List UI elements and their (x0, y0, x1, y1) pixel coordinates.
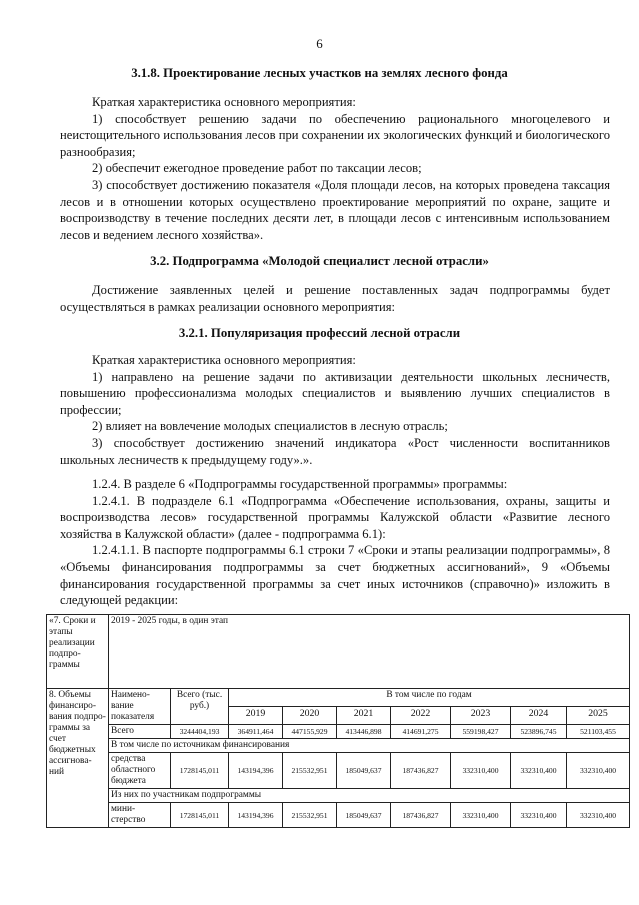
by-sources-caption: В том числе по источникам финансирования (109, 739, 630, 753)
section-321-item1: 1) направлено на решение задачи по активизации деятельности школьных лесничеств, повышению профессионализма молодых специалистов и выявлению лучших специалистов в профессии; (60, 369, 610, 417)
row-regional-label: средства областного бюджета (109, 753, 171, 789)
table-cell: 332310,400 (451, 753, 511, 789)
table-cell: 185049,637 (337, 753, 391, 789)
row-regional-sum: 1728145,011 (171, 753, 229, 789)
table-cell: 215532,951 (283, 753, 337, 789)
section-318-body (60, 94, 610, 243)
year-header: 2025 (567, 707, 630, 725)
table-cell: 413446,898 (337, 725, 391, 739)
section-321-item2: 2) влияет на вовлечение молодых специалистов в лесную отрасль; (92, 419, 448, 434)
table-row-7 (47, 615, 630, 689)
row-ministry-label: мини-стерство (109, 803, 171, 828)
year-header: 2022 (391, 707, 451, 725)
incl-years-header: В том числе по годам (229, 689, 630, 707)
section-318-item3: 3) способствует достижению показателя «Доля площади лесов, на которых проведена таксация лесов и в отношении которых осуществлено проектирование мероприятий по охране, защите и воспроизводству в течение последних десяти лет, в площади лесов с интенсивным использованием лесов и ведением лесного хозяйства». (60, 177, 610, 242)
section-32-heading: 3.2. Подпрограмма «Молодой специалист лесной отрасли» (150, 254, 489, 268)
table-cell: 332310,400 (511, 803, 567, 828)
table-cell: 521103,455 (567, 725, 630, 739)
year-header: 2024 (511, 707, 567, 725)
section-318-item2: 2) обеспечит ежегодное проведение работ по таксации лесов; (92, 161, 422, 176)
table-cell: 332310,400 (567, 753, 630, 789)
table-row-total (47, 725, 630, 739)
row-ministry-sum: 1728145,011 (171, 803, 229, 828)
amendment-1-2-4-1-1: 1.2.4.1.1. В паспорте подпрограммы 6.1 строки 7 «Сроки и этапы реализации подпрограммы», 8 «Объемы финансирования подпрограммы за счет бюджетных ассигнований», 9 «Объемы финансирования государственной программы за счет иных источников (справочно)» изложить в следующей редакции: (60, 543, 610, 608)
year-header: 2019 (229, 707, 283, 725)
table-row-sources-caption (47, 739, 630, 753)
col-name-header: Наимено-вание показателя (109, 689, 171, 725)
table-cell: 332310,400 (567, 803, 630, 828)
table-cell: 364911,464 (229, 725, 283, 739)
table-cell: 143194,396 (229, 803, 283, 828)
table-cell: 215532,951 (283, 803, 337, 828)
section-32-body (60, 282, 610, 315)
table-cell: 559198,427 (451, 725, 511, 739)
year-header: 2020 (283, 707, 337, 725)
row8-label: 8. Объемы финансиро-вания подпро-граммы за счет бюджетных ассигнова-ний (47, 689, 109, 828)
table-cell: 187436,827 (391, 803, 451, 828)
page-number: 6 (316, 36, 323, 51)
table-cell: 187436,827 (391, 753, 451, 789)
section-32-paragraph: Достижение заявленных целей и решение поставленных задач подпрограммы будет осуществляться в рамках реализации основного мероприятия: (60, 283, 610, 314)
section-321-item3: 3) способствует достижению значений индикатора «Рост численности воспитанников школьных лесничеств к предыдущему году».». (60, 435, 610, 467)
row7-value: 2019 - 2025 годы, в один этап (109, 615, 630, 689)
table-cell: 185049,637 (337, 803, 391, 828)
amendment-1-2-4: 1.2.4. В разделе 6 «Подпрограммы государственной программы» программы: (92, 477, 508, 491)
section-318-item1: 1) способствует решению задачи по обеспечению рационального многоцелевого и неистощительного использования лесов при сохранении их экологических функций и биологического разнообразия; (60, 111, 610, 159)
by-participants-caption: Из них по участникам подпрограммы (109, 789, 630, 803)
section-321-heading: 3.2.1. Популяризация профессий лесной отрасли (178, 326, 461, 340)
table-cell: 414691,275 (391, 725, 451, 739)
row7-label: «7. Сроки и этапы реализации подпро-граммы (47, 615, 109, 689)
table-cell: 523896,745 (511, 725, 567, 739)
row-total-sum: 3244404,193 (171, 725, 229, 739)
table-cell: 143194,396 (229, 753, 283, 789)
table-header-row (47, 689, 630, 707)
table-row-regional (47, 753, 630, 789)
amendments-body (60, 476, 610, 609)
table-cell: 332310,400 (451, 803, 511, 828)
section-321-body (60, 352, 610, 468)
year-header: 2023 (451, 707, 511, 725)
table-row-participants-caption (47, 789, 630, 803)
table-cell: 447155,929 (283, 725, 337, 739)
table-cell: 332310,400 (511, 753, 567, 789)
row-total-label: Всего (109, 725, 171, 739)
col-total-header: Всего (тыс. руб.) (171, 689, 229, 725)
section-318-heading: 3.1.8. Проектирование лесных участков на землях лесного фонда (131, 66, 508, 80)
subprogram-passport-table (46, 614, 630, 828)
year-header: 2021 (337, 707, 391, 725)
amendment-1-2-4-1: 1.2.4.1. В подразделе 6.1 «Подпрограмма «Обеспечение использования, охраны, защиты и воспроизводства лесов» государственной программы Калужской области «Развитие лесного хозяйства в Калужской области» (далее - подпрограмма 6.1): (60, 493, 610, 541)
section-318-intro: Краткая характеристика основного мероприятия: (92, 95, 356, 109)
table-row-ministry (47, 803, 630, 828)
section-321-intro: Краткая характеристика основного мероприятия: (92, 353, 356, 367)
